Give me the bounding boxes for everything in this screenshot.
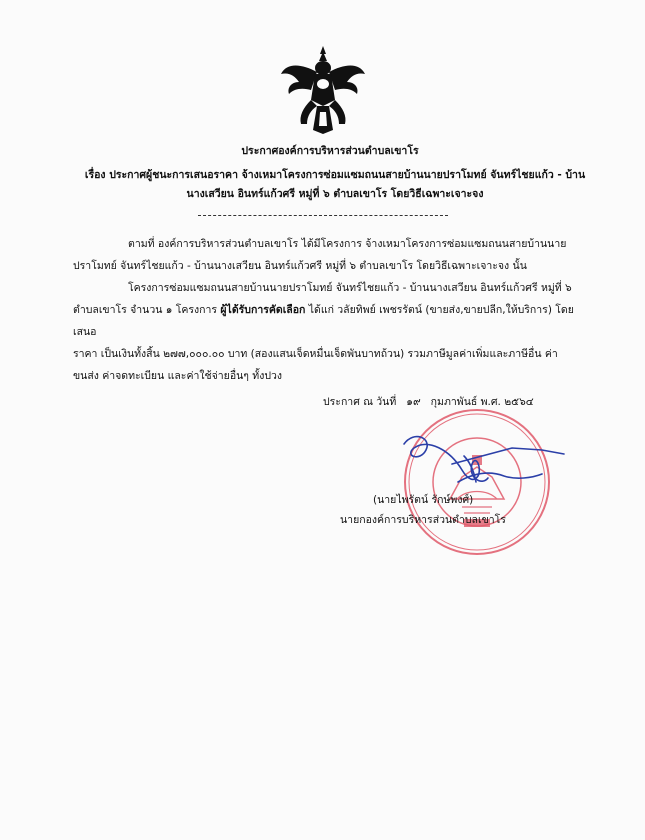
paragraph-1-line-2: ปราโมทย์ จันทร์ไชยแก้ว - บ้านนางเสวียน อินทร์แก้วศรี หมู่ที่ ๖ ตำบลเขาโร โดยวิธีเฉพาะเจาะจง นั้น [73, 260, 527, 272]
paragraph-2-line-2 [73, 299, 593, 343]
subject-text: ประกาศผู้ชนะการเสนอราคา จ้างเหมาโครงการซ่อมแซมถนนสายบ้านนายปราโมทย์ จันทร์ไชยแก้ว - บ้านนางเสวียน อินทร์แก้วศรี หมู่ที่ ๖ ตำบลเขาโร โดยวิธีเฉพาะเจาะจง [109, 169, 586, 200]
signer-title: นายกองค์การบริหารส่วนตำบลเขาโร [340, 514, 506, 526]
paragraph-1-line-1: ตามที่ องค์การบริหารส่วนตำบลเขาโร ได้มีโครงการ จ้างเหมาโครงการซ่อมแซมถนนสายบ้านนาย [128, 238, 567, 250]
date-day: ๑๙ [406, 396, 421, 408]
paragraph-2-post: ได้แก่ วลัยทิพย์ เพชรรัตน์ (ขายส่ง,ขายปลีก,ให้บริการ) โดยเสนอ [73, 304, 574, 338]
garuda-emblem-icon [277, 44, 369, 136]
document-heading: ประกาศองค์การบริหารส่วนตำบลเขาโร [241, 145, 419, 157]
subject-label: เรื่อง [84, 169, 106, 181]
date-month-year: กุมภาพันธ์ พ.ศ. ๒๕๖๔ [430, 396, 534, 408]
paragraph-2-line-4: ขนส่ง ค่าจดทะเบียน และค่าใช้จ่ายอื่นๆ ทั้งปวง [73, 370, 283, 382]
document-body [73, 233, 593, 387]
document-subject [80, 166, 590, 204]
signer-name: (นายไพรัตน์ รักษ์พงศ์) [373, 494, 474, 506]
paragraph-2-pre: ตำบลเขาโร จำนวน ๑ โครงการ [73, 304, 221, 316]
paragraph-2-line-3: ราคา เป็นเงินทั้งสิ้น ๒๗๗,๐๐๐.๐๐ บาท (สองแสนเจ็ดหมื่นเจ็ดพันบาทถ้วน) รวมภาษีมูลค่าเพิ่มและภาษีอื่น ค่า [73, 348, 558, 360]
paragraph-2-line-1: โครงการซ่อมแซมถนนสายบ้านนายปราโมทย์ จันทร์ไชยแก้ว - บ้านนางเสวียน อินทร์แก้วศรี หมู่ที่ ๖ [128, 282, 572, 294]
divider-line [198, 215, 448, 216]
signature-icon [392, 420, 572, 500]
paragraph-2-bold: ผู้ได้รับการคัดเลือก [220, 304, 306, 316]
date-label: ประกาศ ณ วันที่ [323, 396, 397, 408]
